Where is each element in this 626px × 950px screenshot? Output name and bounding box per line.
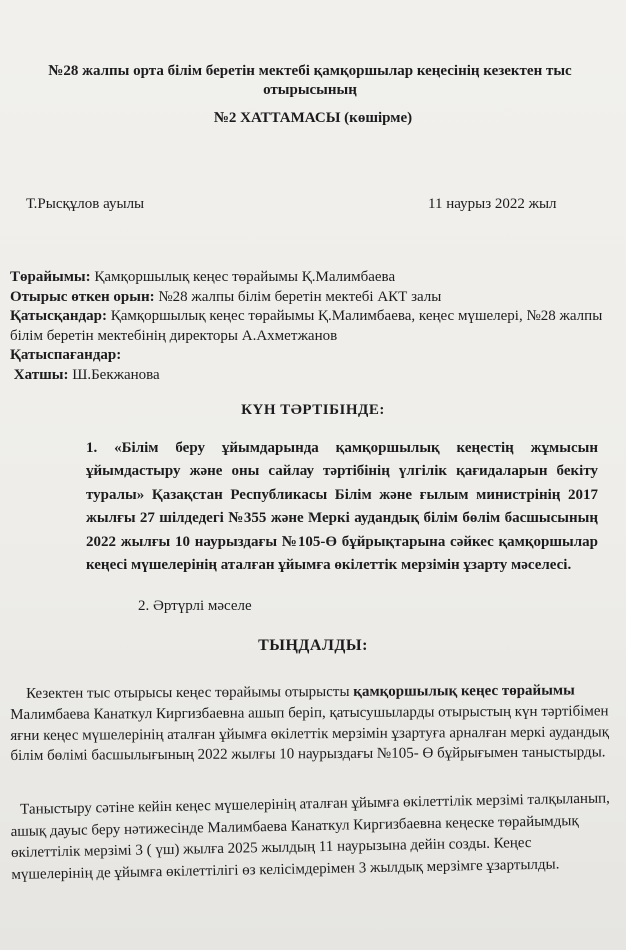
agenda-item-2: 2. Әртүрлі мәселе xyxy=(138,598,252,614)
document-title: №28 жалпы орта білім беретін мектебі қамқоршылар кеңесінің кезектен тыс отырысының xyxy=(48,63,572,98)
absent-label: Қатыспағандар: xyxy=(10,347,122,363)
chair-line xyxy=(10,268,610,288)
meeting-details xyxy=(10,268,610,385)
attendees-label: Қатысқандар: xyxy=(10,308,107,324)
p1-bold-title: қамқоршылық кеңес төрайымы xyxy=(353,682,575,700)
p1-text-start: Кезектен тыс отырысы кеңес төрайымы отырысты xyxy=(26,683,354,702)
attendees-line xyxy=(10,307,610,346)
venue-value: №28 жалпы білім беретін мектебі АКТ залы xyxy=(154,288,442,305)
agenda-item-1: 1. «Білім беру ұйымдарында қамқоршылық кеңестің жұмысын ұйымдастыру және оны сайлау тәртібінің үлгілік қағидаларын бекіту туралы» Қазақстан Республикасы Білім және ғылым министрінің 2017 жылғы 27 шілдедегі №355 және Меркі аудандық білім бөлім басшысының 2022 жылғы 10 наурыздағы №105-Ө бұйрықтарына сәйкес қамқоршылар кеңесі мүшелерінің аталған ұйымға өкілеттік мерзімін ұзарту мәселесі. xyxy=(86,440,598,574)
secretary-label: Хатшы: xyxy=(13,366,69,383)
chair-value: Қамқоршылық кеңес төрайымы Қ.Малимбаева xyxy=(90,269,396,285)
place-label: Т.Рысқұлов ауылы xyxy=(26,196,145,212)
p1-text-end: Малимбаева Канаткул Киргизбаевна ашып беріп, қатысушыларды отырыстың күн тәртібімен яғни кеңес мүшелерінің аталған ұйымға өкілеттік мерзімін ұзартуға арналған меркі аудандық білім бөлімі басшылығының 2022 жылғы 10 наурыздағы №105- Ө бұйрығымен таныстырды. xyxy=(10,703,610,765)
absent-line xyxy=(10,346,610,366)
chair-label: Төрайымы: xyxy=(10,269,91,285)
secretary-value: Ш.Бекжанова xyxy=(68,366,160,383)
protocol-number: №2 ХАТТАМАСЫ (көшірме) xyxy=(213,110,413,126)
secretary-line xyxy=(10,366,610,386)
agenda-heading: КҮН ТӘРТІБІНДЕ: xyxy=(241,402,385,418)
heard-heading: ТЫҢДАЛДЫ: xyxy=(258,637,368,654)
p2-text: Таныстыру сәтіне кейін кеңес мүшелерінің аталған ұйымға өкілеттілік мерзімі талқыланып, ашық дауыс беру нәтижесінде Малимбаева Канаткул Киргизбаевна кеңеске төрайымдық өкілеттілік мерзімі 3 ( үш) жылға 2025 жылдың 11 наурызына дейін созды. Кеңес мүшелерінің де ұйымға өкілеттілігі өз келісімдерімен 3 жылдық мерзімге ұзартылды. xyxy=(10,790,611,883)
venue-line xyxy=(10,288,610,308)
venue-label: Отырыс өткен орын: xyxy=(10,288,155,305)
date-label: 11 наурыз 2022 жыл xyxy=(428,196,557,212)
heard-paragraph-1 xyxy=(10,680,610,767)
attendees-value: Қамқоршылық кеңес төрайымы Қ.Малимбаева, кеңес мүшелері, №28 жалпы білім беретін мектебінің директоры А.Ахметжанов xyxy=(10,308,603,344)
heard-paragraph-2 xyxy=(10,788,612,886)
